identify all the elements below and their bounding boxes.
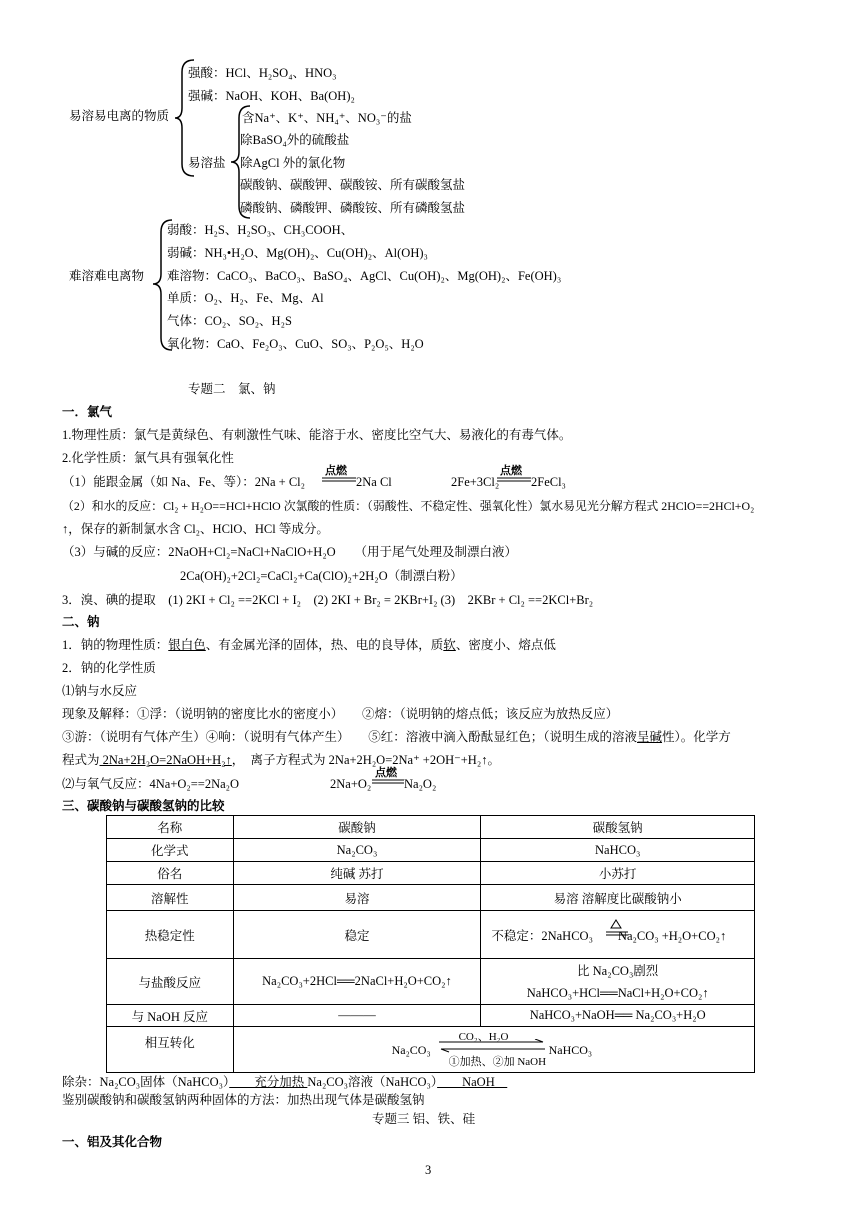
table-cell bbox=[481, 959, 755, 1005]
salt-4: 碳酸钠、碳酸钾、碳酸铵、所有碳酸氢盐 bbox=[240, 178, 466, 192]
conv-right: NaHCO₃ bbox=[548, 1043, 593, 1057]
chlorine-base-b: 2Ca(OH)₂+2Cl₂=CaCl₂+Ca(ClO)₂+2H₂O（制漂白粉） bbox=[180, 569, 463, 583]
ignite-label-2: 点燃 bbox=[500, 465, 522, 477]
table-cell: 易溶 溶解度比碳酸钠小 bbox=[481, 885, 755, 911]
purif-a: 除杂：Na₂CO₃固体（NaHCO₃） bbox=[62, 1075, 230, 1089]
conv-bottom: ①加热、②加 NaOH bbox=[448, 1056, 547, 1068]
eq-a: 程式为 bbox=[62, 753, 100, 767]
page-number: 3 bbox=[425, 1163, 432, 1177]
hcl-line-1: 比 Na₂CO₃剧烈 bbox=[577, 963, 659, 978]
sodium-oxygen-a: ⑵与氧气反应：4Na+O₂==2Na₂O bbox=[62, 777, 240, 791]
table-row bbox=[107, 1027, 755, 1073]
weak-acid: 弱酸：H₂S、H₂SO₃、CH₃COOH、 bbox=[167, 223, 354, 237]
brace-weak bbox=[152, 218, 174, 352]
sodium-phenomena-1: 现象及解释：①浮：（说明钠的密度比水的密度小） ②熔：（说明钠的熔点低；该反应为放热反应） bbox=[62, 707, 619, 721]
table-cell: 小苏打 bbox=[481, 862, 755, 885]
table-cell: 碳酸氢钠 bbox=[481, 816, 755, 839]
ignite-label-3: 点燃 bbox=[375, 767, 397, 779]
salt-5: 磷酸钠、磷酸钾、磷酸铵、所有磷酸氢盐 bbox=[240, 201, 466, 215]
chlorine-metal-eq-d: 2FeCl₃ bbox=[531, 475, 566, 489]
table-cell: 热稳定性 bbox=[107, 911, 234, 959]
sodium-equation bbox=[62, 752, 500, 768]
table-row bbox=[107, 1005, 755, 1027]
table-row bbox=[107, 816, 755, 839]
eq-c: ， 离子方程式为 2Na+2H₂O=2Na⁺ +2OH⁻+H₂↑。 bbox=[231, 753, 500, 767]
heading-chlorine: 一．氯气 bbox=[62, 405, 113, 419]
insoluble: 难溶物：CaCO₃、BaCO₃、BaSO₄、AgCl、Cu(OH)₂、Mg(OH)₂、Fe(OH)₃ bbox=[167, 269, 562, 283]
eq-b: 2Na+2H₂O=2NaOH+H₂↑ bbox=[99, 753, 232, 767]
table-row bbox=[107, 885, 755, 911]
conversion-arrows bbox=[439, 1039, 547, 1053]
table-cell: NaHCO₃+NaOH══ Na₂CO₃+H₂O bbox=[481, 1005, 755, 1027]
table-cell: 易溶 bbox=[233, 885, 481, 911]
table-cell: NaHCO₃ bbox=[481, 839, 755, 862]
table-cell: 相互转化 bbox=[107, 1027, 234, 1073]
salt-1: 含Na⁺、K⁺、NH₄⁺、NO₃⁻的盐 bbox=[242, 111, 412, 125]
table-cell: 名称 bbox=[107, 816, 234, 839]
strong-electrolyte-label: 易溶易电离的物质 bbox=[69, 109, 170, 123]
ignite-label-1: 点燃 bbox=[325, 465, 347, 477]
sodium-physical-e: 、密度小、熔点低 bbox=[455, 638, 556, 652]
heading-aluminum: 一、铝及其化合物 bbox=[62, 1135, 163, 1149]
conv-top: CO₂、H₂O bbox=[458, 1031, 509, 1043]
chlorine-metal-eq-c: 2Fe+3Cl₂ bbox=[451, 475, 500, 489]
chlorine-water-a: （2）和水的反应：Cl₂ + H₂O==HCl+HClO 次氯酸的性质：（弱酸性、不稳定性、强氧化性）氯水易见光分解方程式 2HClO==2HCl+O₂ bbox=[62, 499, 755, 513]
sodium-physical-c: 、有金属光泽的固体，热、电的良导体，质 bbox=[205, 638, 444, 652]
table-cell: 俗名 bbox=[107, 862, 234, 885]
strong-acid: 强酸：HCl、H₂SO₄、HNO₃ bbox=[188, 66, 337, 80]
chlorine-metal-eq-a: （1）能跟金属（如 Na、Fe、等）：2Na + Cl₂ bbox=[62, 475, 305, 489]
salt-label: 易溶盐 bbox=[188, 156, 226, 170]
table-cell: 稳定 bbox=[233, 911, 481, 959]
table-cell-thermal bbox=[481, 911, 755, 959]
table-cell: 碳酸钠 bbox=[233, 816, 481, 839]
purif-c: Na₂CO₃溶液（NaHCO₃） bbox=[307, 1075, 438, 1089]
chlorine-water-b: ↑，保存的新制氯水含 Cl₂、HClO、HCl 等成分。 bbox=[62, 522, 329, 536]
weak-electrolyte-label: 难溶难电离物 bbox=[69, 269, 145, 283]
element: 单质：O₂、H₂、Fe、Mg、Al bbox=[167, 291, 324, 305]
phen2-c: 性）。化学方 bbox=[662, 730, 731, 744]
heat-eq-sign bbox=[604, 919, 628, 939]
sodium-water: ⑴钠与水反应 bbox=[62, 684, 138, 698]
topic3-title: 专题三 铝、铁、硅 bbox=[372, 1112, 476, 1126]
conversion-cell bbox=[233, 1027, 754, 1073]
chlorine-base-a: （3）与碱的反应：2NaOH+Cl₂=NaCl+NaClO+H₂O （用于尾气处理及制漂白液） bbox=[62, 545, 517, 559]
chlorine-physical: 1.物理性质：氯气是黄绿色、有刺激性气味、能溶于水、密度比空气大、易液化的有毒气体。 bbox=[62, 428, 572, 442]
chlorine-chemical: 2.化学性质：氯气具有强氧化性 bbox=[62, 451, 234, 465]
table-cell: 纯碱 苏打 bbox=[233, 862, 481, 885]
topic2-title: 专题二 氯、钠 bbox=[188, 382, 276, 396]
table-row bbox=[107, 959, 755, 1005]
sodium-physical-a: 1．钠的物理性质： bbox=[62, 638, 169, 652]
eq-sign-3 bbox=[372, 779, 404, 785]
sodium-physical-b: 银白色 bbox=[168, 638, 206, 652]
eq-sign-1 bbox=[322, 477, 356, 483]
phen2-b: 呈碱 bbox=[637, 730, 663, 744]
oxide: 氧化物：CaO、Fe₂O₃、CuO、SO₃、P₂O₅、H₂O bbox=[167, 337, 424, 351]
table-cell: Na₂CO₃ bbox=[233, 839, 481, 862]
sodium-physical bbox=[62, 637, 556, 653]
thermal-text: 不稳定：2NaHCO₃ Na₂CO₃ +H₂O+CO₂↑ bbox=[491, 928, 727, 943]
strong-base: 强碱：NaOH、KOH、Ba(OH)₂ bbox=[188, 89, 355, 103]
table-row bbox=[107, 839, 755, 862]
table-cell: 溶解性 bbox=[107, 885, 234, 911]
salt-3: 除AgCl 外的氯化物 bbox=[240, 156, 346, 170]
table-cell: 与盐酸反应 bbox=[107, 959, 234, 1005]
weak-base: 弱碱：NH₃•H₂O、Mg(OH)₂、Cu(OH)₂、Al(OH)₃ bbox=[167, 246, 428, 260]
conv-left: Na₂CO₃ bbox=[391, 1043, 431, 1057]
table-row bbox=[107, 911, 755, 959]
sodium-oxygen-c: Na₂O₂ bbox=[404, 777, 437, 791]
gas: 气体：CO₂、SO₂、H₂S bbox=[167, 314, 292, 328]
purification-line bbox=[62, 1074, 507, 1090]
table-cell: 化学式 bbox=[107, 839, 234, 862]
table-cell: ——— bbox=[233, 1005, 481, 1027]
phen2-a: ③游：（说明有气体产生）④响：（说明有气体产生） ⑤红：溶液中滴入酚酞显红色；（说明生成的溶液 bbox=[62, 730, 638, 744]
comparison-table bbox=[106, 815, 755, 1073]
hcl-line-2: NaHCO₃+HCl══NaCl+H₂O+CO₂↑ bbox=[526, 985, 709, 1000]
sodium-chemical: 2．钠的化学性质 bbox=[62, 661, 156, 675]
eq-sign-2 bbox=[497, 477, 531, 483]
heading-sodium: 二、钠 bbox=[62, 615, 100, 629]
purif-d: NaOH bbox=[437, 1075, 508, 1089]
sodium-phenomena-2 bbox=[62, 729, 731, 745]
table-cell: 与 NaOH 反应 bbox=[107, 1005, 234, 1027]
sodium-physical-d: 软 bbox=[443, 638, 456, 652]
table-row bbox=[107, 862, 755, 885]
identification-line: 鉴别碳酸钠和碳酸氢钠两种固体的方法：加热出现气体是碳酸氢钠 bbox=[62, 1093, 425, 1107]
table-cell: Na₂CO₃+2HCl══2NaCl+H₂O+CO₂↑ bbox=[233, 959, 481, 1005]
bromine-iodine: 3．溴、碘的提取 (1) 2KI + Cl₂ ==2KCl + I₂ (2) 2KI + Br₂ = 2KBr+I₂ (3) 2KBr + Cl₂ ==2KCl+Br₂ bbox=[62, 593, 594, 607]
purif-b: 充分加热 bbox=[229, 1075, 308, 1089]
salt-2: 除BaSO₄外的硫酸盐 bbox=[240, 133, 350, 147]
sodium-oxygen-b: 2Na+O₂ bbox=[330, 777, 372, 791]
heading-comparison: 三、碳酸钠与碳酸氢钠的比较 bbox=[62, 799, 225, 813]
chlorine-metal-eq-b: 2Na Cl bbox=[356, 475, 392, 489]
